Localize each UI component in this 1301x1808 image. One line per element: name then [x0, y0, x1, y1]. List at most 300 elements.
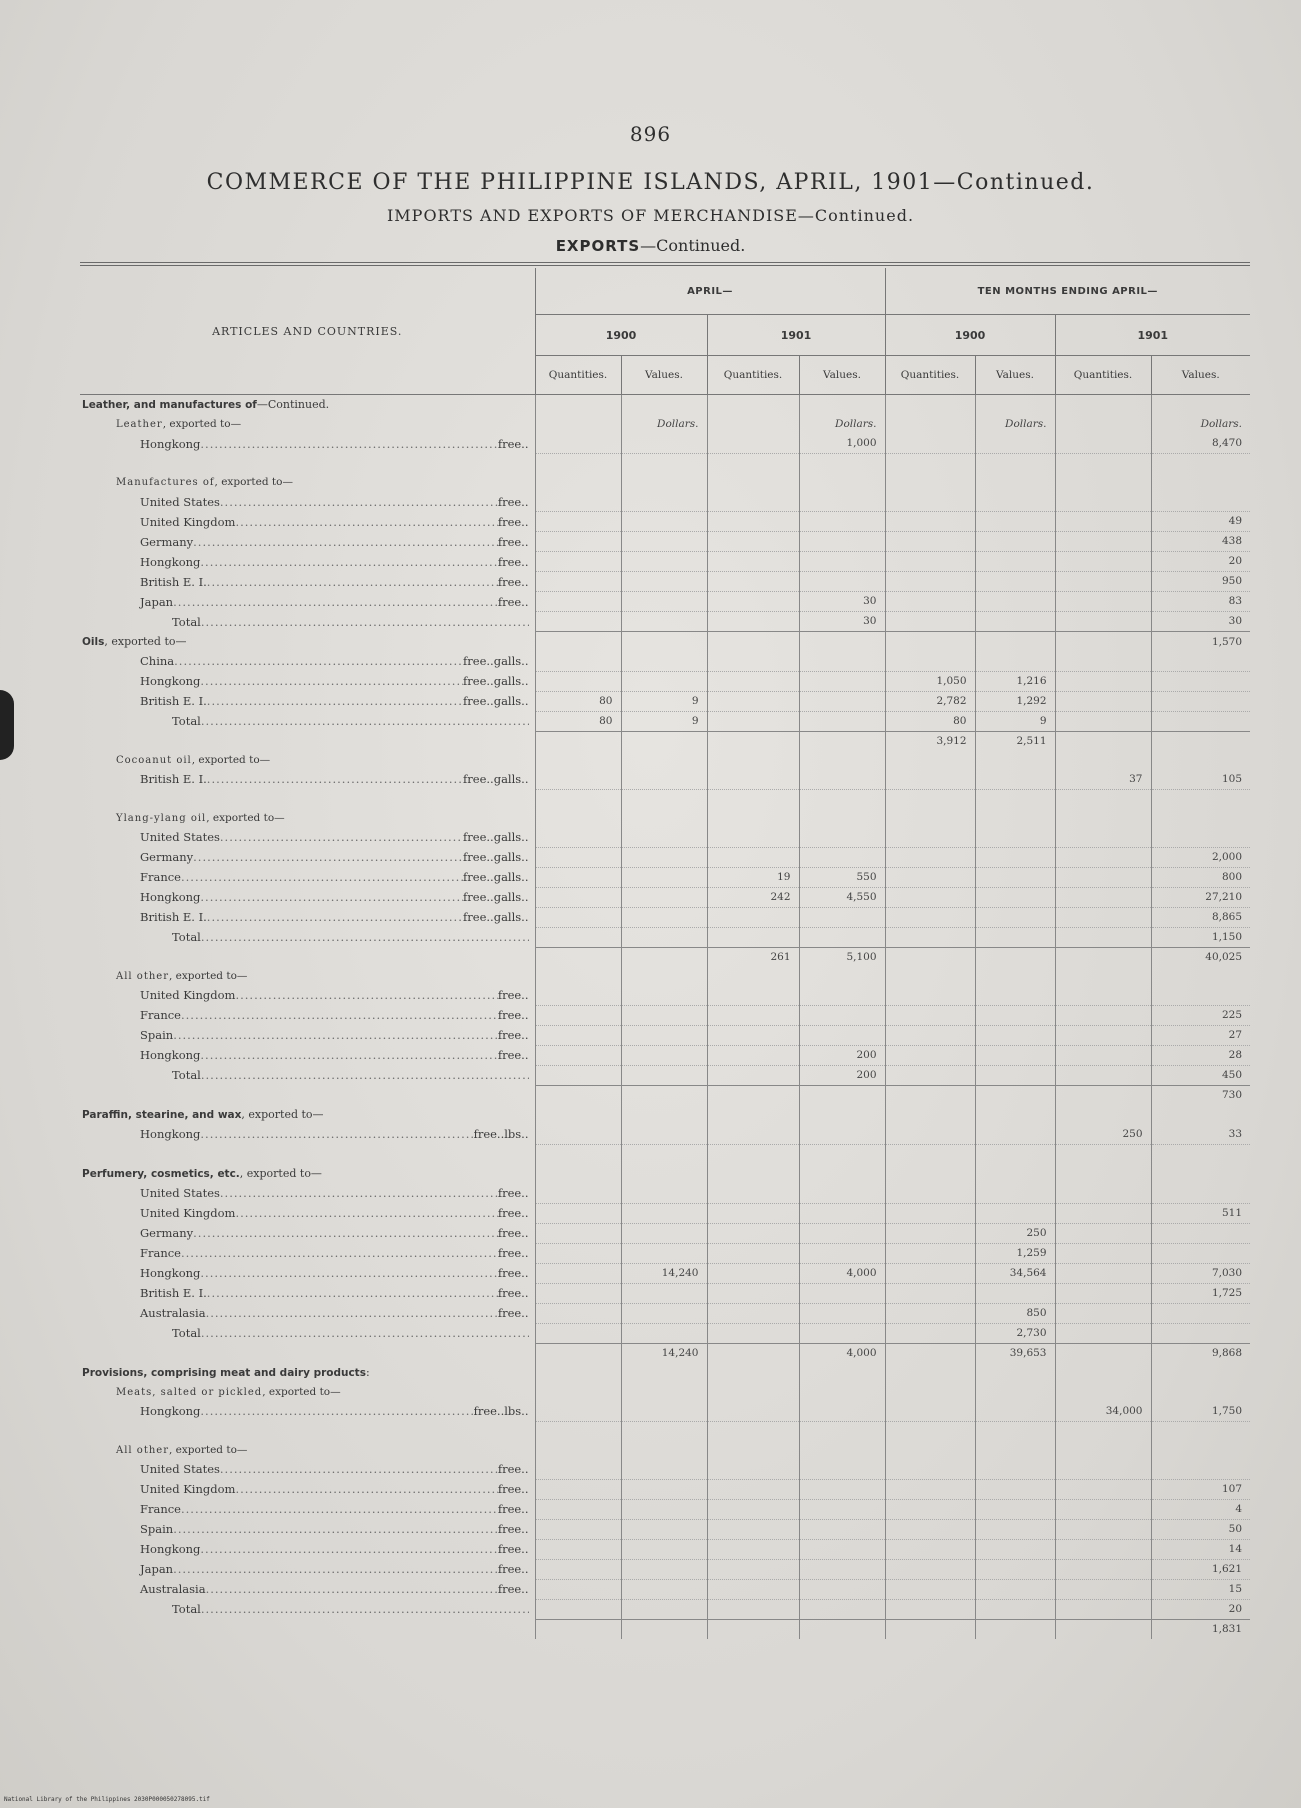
table-row — [80, 1343, 1250, 1363]
value-cell — [621, 789, 707, 809]
value-cell — [1151, 1243, 1250, 1263]
article-cell — [80, 572, 535, 592]
quantity-cell — [885, 1005, 975, 1025]
quantity-cell — [535, 632, 621, 652]
quantity-cell — [1055, 512, 1151, 532]
value-cell — [621, 552, 707, 572]
value-cell — [975, 1045, 1055, 1065]
value-cell: 1,292 — [975, 691, 1055, 711]
value-cell — [621, 1065, 707, 1085]
quantity-cell — [885, 1599, 975, 1619]
quantity-cell — [1055, 1045, 1151, 1065]
value-cell: 9,868 — [1151, 1343, 1250, 1363]
quantity-cell — [1055, 671, 1151, 691]
quantity-cell — [885, 809, 975, 828]
article-cell — [80, 415, 535, 434]
value-cell — [799, 847, 885, 867]
duty-unit-label: free.. — [497, 436, 529, 451]
article-cell — [80, 532, 535, 552]
value-cell — [975, 1363, 1055, 1383]
duty-unit-label: free.. — [497, 1286, 529, 1300]
duty-unit-label: free.. — [497, 988, 529, 1002]
quantity-cell — [1055, 1441, 1151, 1460]
country-label: France — [140, 1502, 181, 1516]
article-cell — [80, 1105, 535, 1125]
value-cell — [621, 751, 707, 770]
country-label: British E. I. — [140, 1286, 207, 1300]
article-cell — [80, 1164, 535, 1184]
value-cell — [799, 967, 885, 986]
article-cell — [80, 751, 535, 770]
table-row — [80, 1619, 1250, 1639]
value-cell — [975, 1479, 1055, 1499]
article-cell — [80, 986, 535, 1006]
april-1901-header: 1901 — [707, 315, 885, 356]
value-cell — [799, 789, 885, 809]
value-cell — [799, 1105, 885, 1125]
value-cell — [621, 887, 707, 907]
quantity-cell — [885, 572, 975, 592]
value-cell — [975, 532, 1055, 552]
quantity-cell — [707, 1559, 799, 1579]
leader-dots — [235, 1480, 497, 1499]
value-cell — [1151, 691, 1250, 711]
label-continuation: , exported to— — [162, 418, 242, 430]
quantity-cell — [707, 1499, 799, 1519]
quantity-cell — [535, 947, 621, 967]
quantity-cell — [1055, 1599, 1151, 1619]
quantity-cell — [1055, 473, 1151, 492]
article-cell — [80, 927, 535, 947]
value-cell — [975, 1402, 1055, 1422]
quantity-cell — [707, 434, 799, 454]
quantity-cell — [707, 731, 799, 751]
country-label: Hongkong — [140, 436, 201, 451]
quantity-cell — [535, 592, 621, 612]
leader-dots — [181, 1244, 498, 1263]
quantity-cell — [707, 492, 799, 512]
quantity-cell — [707, 415, 799, 434]
country-label: United States — [140, 1462, 220, 1476]
quantity-cell — [885, 1460, 975, 1480]
table-row — [80, 1363, 1250, 1383]
value-cell — [621, 1599, 707, 1619]
table-row — [80, 652, 1250, 672]
quantity-cell — [1055, 1223, 1151, 1243]
leader-dots — [201, 613, 529, 632]
quantity-cell — [885, 1421, 975, 1441]
value-cell — [799, 1223, 885, 1243]
article-cell — [80, 1065, 535, 1085]
table-row — [80, 1383, 1250, 1402]
quantity-cell — [1055, 1619, 1151, 1639]
country-label: United States — [140, 494, 220, 509]
subsection-label: All other — [116, 1444, 169, 1456]
duty-unit-label: free..galls.. — [463, 674, 529, 688]
value-cell: 200 — [799, 1065, 885, 1085]
table-row — [80, 1402, 1250, 1422]
value-cell: 9 — [621, 711, 707, 731]
value-cell: 40,025 — [1151, 947, 1250, 967]
quantity-cell — [535, 1579, 621, 1599]
quantity-cell — [707, 552, 799, 572]
quantity-cell — [535, 512, 621, 532]
value-cell: 1,259 — [975, 1243, 1055, 1263]
value-cell: 1,570 — [1151, 632, 1250, 652]
value-cell: 550 — [799, 867, 885, 887]
country-label: British E. I. — [140, 910, 207, 924]
quantity-cell — [535, 1263, 621, 1283]
leader-dots — [220, 1460, 498, 1479]
quantity-cell — [707, 967, 799, 986]
quantity-cell — [707, 770, 799, 790]
article-cell — [80, 967, 535, 986]
duty-unit-label: free.. — [497, 1502, 529, 1516]
quantity-cell — [535, 1363, 621, 1383]
value-cell — [975, 1619, 1055, 1639]
value-cell: 20 — [1151, 552, 1250, 572]
duty-unit-label: free.. — [497, 1306, 529, 1320]
quantity-cell — [535, 1184, 621, 1204]
article-cell — [80, 1343, 535, 1363]
country-label: Germany — [140, 1226, 194, 1240]
quantity-cell — [1055, 809, 1151, 828]
quantity-cell — [535, 1559, 621, 1579]
quantity-cell — [535, 770, 621, 790]
total-label: Total — [172, 1602, 201, 1616]
table-row — [80, 1164, 1250, 1184]
duty-unit-label: free..galls.. — [463, 694, 529, 708]
value-cell — [1151, 652, 1250, 672]
table-row — [80, 1519, 1250, 1539]
value-cell: 27,210 — [1151, 887, 1250, 907]
duty-unit-label: free.. — [497, 1246, 529, 1260]
table-row — [80, 1283, 1250, 1303]
value-cell — [975, 395, 1055, 416]
quantity-cell — [1055, 1263, 1151, 1283]
value-cell: 4,000 — [799, 1263, 885, 1283]
value-cell: 27 — [1151, 1025, 1250, 1045]
value-cell: 9 — [975, 711, 1055, 731]
value-cell — [799, 1559, 885, 1579]
country-label: Hongkong — [140, 1404, 201, 1418]
value-cell — [1151, 1223, 1250, 1243]
scan-smudge — [0, 690, 14, 760]
quantity-cell — [707, 927, 799, 947]
quantity-cell — [707, 1065, 799, 1085]
quantity-cell — [1055, 691, 1151, 711]
duty-unit-label: free.. — [497, 1266, 529, 1280]
quantity-cell — [1055, 415, 1151, 434]
table-row — [80, 532, 1250, 552]
value-cell — [975, 986, 1055, 1006]
value-cell — [975, 512, 1055, 532]
quantity-cell — [535, 612, 621, 632]
duty-unit-label: free.. — [497, 1582, 529, 1596]
value-cell: 4 — [1151, 1499, 1250, 1519]
value-cell — [975, 473, 1055, 492]
quantity-cell — [535, 1164, 621, 1184]
value-cell — [621, 1460, 707, 1480]
quantity-cell — [535, 967, 621, 986]
country-label: Spain — [140, 1522, 174, 1536]
value-cell — [975, 1065, 1055, 1085]
quantity-cell — [535, 1303, 621, 1323]
quantity-cell — [707, 632, 799, 652]
value-cell — [621, 1421, 707, 1441]
table-row — [80, 1579, 1250, 1599]
table-row — [80, 1065, 1250, 1085]
quantity-cell — [535, 552, 621, 572]
quantity-cell — [1055, 652, 1151, 672]
section-heading-rest: —Continued. — [640, 236, 746, 255]
article-cell — [80, 434, 535, 454]
label-continuation: , exported to— — [191, 753, 271, 766]
value-cell — [621, 907, 707, 927]
quantity-cell — [885, 967, 975, 986]
value-cell — [799, 1164, 885, 1184]
quantity-cell — [535, 492, 621, 512]
quantity-cell — [885, 770, 975, 790]
value-cell — [1151, 1421, 1250, 1441]
leader-dots — [201, 1600, 529, 1619]
value-cell — [621, 612, 707, 632]
table-row — [80, 1441, 1250, 1460]
value-cell — [621, 867, 707, 887]
quantity-cell — [707, 1441, 799, 1460]
leader-dots — [181, 868, 463, 887]
quantity-cell — [885, 927, 975, 947]
country-label: Hongkong — [140, 1127, 201, 1141]
ten-months-header: TEN MONTHS ENDING APRIL— — [885, 268, 1250, 315]
table-row — [80, 1559, 1250, 1579]
article-cell — [80, 1005, 535, 1025]
country-label: Japan — [140, 594, 174, 609]
articles-header: ARTICLES AND COUNTRIES. — [80, 268, 535, 395]
value-cell — [799, 1619, 885, 1639]
value-cell — [799, 395, 885, 416]
article-cell — [80, 1579, 535, 1599]
value-cell — [975, 867, 1055, 887]
quantity-cell — [707, 907, 799, 927]
table-row — [80, 711, 1250, 731]
value-cell — [621, 532, 707, 552]
table-row — [80, 454, 1250, 474]
table-row — [80, 731, 1250, 751]
table-row — [80, 907, 1250, 927]
label-continuation: , exported to— — [104, 634, 187, 648]
value-cell — [799, 711, 885, 731]
leader-dots — [235, 513, 497, 532]
quantity-cell — [885, 492, 975, 512]
value-cell: 4,550 — [799, 887, 885, 907]
value-cell — [621, 1164, 707, 1184]
value-cell — [621, 1479, 707, 1499]
duty-unit-label: free.. — [497, 1226, 529, 1240]
value-cell — [621, 847, 707, 867]
quantity-cell — [535, 415, 621, 434]
value-cell — [621, 731, 707, 751]
article-cell — [80, 652, 535, 672]
quantity-cell — [1055, 867, 1151, 887]
value-cell — [799, 492, 885, 512]
quantities-header: Quantities. — [1055, 356, 1151, 395]
value-cell — [621, 395, 707, 416]
country-label: France — [140, 1008, 181, 1022]
value-cell — [975, 1559, 1055, 1579]
country-label: Germany — [140, 534, 194, 549]
article-cell — [80, 1085, 535, 1105]
article-cell — [80, 947, 535, 967]
value-cell — [621, 1363, 707, 1383]
quantity-cell — [885, 907, 975, 927]
article-cell — [80, 1184, 535, 1204]
value-cell — [621, 1539, 707, 1559]
quantity-cell — [885, 1085, 975, 1105]
quantity-cell: 250 — [1055, 1125, 1151, 1145]
quantity-cell — [1055, 395, 1151, 416]
table-row — [80, 1045, 1250, 1065]
table-row — [80, 986, 1250, 1006]
quantity-cell — [707, 512, 799, 532]
quantity-cell — [885, 1203, 975, 1223]
value-cell: 1,621 — [1151, 1559, 1250, 1579]
value-cell — [799, 1402, 885, 1422]
quantity-cell — [885, 887, 975, 907]
quantity-cell — [885, 512, 975, 532]
value-cell — [621, 473, 707, 492]
article-cell — [80, 454, 535, 474]
value-cell — [621, 1283, 707, 1303]
quantity-cell — [535, 1105, 621, 1125]
leader-dots — [207, 692, 463, 711]
quantity-cell — [707, 1402, 799, 1422]
table-row — [80, 847, 1250, 867]
table-row — [80, 809, 1250, 828]
article-cell — [80, 1303, 535, 1323]
quantity-cell — [707, 1519, 799, 1539]
leader-dots — [201, 712, 529, 731]
quantity-cell — [535, 1539, 621, 1559]
value-cell: 1,000 — [799, 434, 885, 454]
label-continuation: —Continued. — [256, 398, 330, 411]
value-cell — [799, 1519, 885, 1539]
quantity-cell — [885, 1499, 975, 1519]
value-cell — [975, 1460, 1055, 1480]
value-cell — [621, 592, 707, 612]
table-row — [80, 473, 1250, 492]
quantity-cell — [535, 1005, 621, 1025]
quantity-cell — [707, 1479, 799, 1499]
quantity-cell — [535, 434, 621, 454]
april-header: APRIL— — [535, 268, 885, 315]
value-cell — [975, 907, 1055, 927]
value-cell: 1,150 — [1151, 927, 1250, 947]
quantity-cell — [1055, 592, 1151, 612]
value-cell — [1151, 789, 1250, 809]
value-cell — [799, 1025, 885, 1045]
top-rule — [80, 262, 1250, 263]
quantity-cell — [535, 532, 621, 552]
value-cell — [621, 986, 707, 1006]
value-cell — [799, 809, 885, 828]
table-row — [80, 927, 1250, 947]
value-cell — [975, 1005, 1055, 1025]
value-cell: 8,865 — [1151, 907, 1250, 927]
value-cell — [799, 552, 885, 572]
value-cell — [621, 1579, 707, 1599]
value-cell: 7,030 — [1151, 1263, 1250, 1283]
value-cell — [799, 652, 885, 672]
value-cell — [975, 1579, 1055, 1599]
duty-unit-label: free.. — [497, 574, 529, 589]
quantity-cell — [535, 731, 621, 751]
quantity-cell — [1055, 1203, 1151, 1223]
quantity-cell — [707, 1184, 799, 1204]
quantity-cell — [885, 1263, 975, 1283]
leader-dots — [200, 435, 497, 454]
value-cell — [799, 828, 885, 848]
quantity-cell — [1055, 1559, 1151, 1579]
value-cell: 450 — [1151, 1065, 1250, 1085]
quantity-cell — [707, 1383, 799, 1402]
value-cell: 1,831 — [1151, 1619, 1250, 1639]
duty-unit-label: free.. — [497, 1482, 529, 1496]
value-cell: 1,216 — [975, 671, 1055, 691]
quantity-cell — [535, 1619, 621, 1639]
value-cell — [621, 1105, 707, 1125]
value-cell — [621, 1402, 707, 1422]
ten-months-1901-header: 1901 — [1055, 315, 1250, 356]
value-cell — [975, 572, 1055, 592]
quantity-cell — [707, 1203, 799, 1223]
total-label: Total — [172, 930, 201, 944]
quantity-cell — [1055, 789, 1151, 809]
value-cell — [1151, 473, 1250, 492]
value-cell: 30 — [799, 612, 885, 632]
section-label: Provisions, comprising meat and dairy products — [82, 1366, 366, 1379]
value-cell — [975, 789, 1055, 809]
value-cell — [1151, 967, 1250, 986]
label-continuation: : — [365, 1365, 370, 1379]
quantity-cell — [885, 1441, 975, 1460]
quantity-cell — [707, 828, 799, 848]
quantity-cell — [885, 473, 975, 492]
quantity-cell — [885, 592, 975, 612]
duty-unit-label: free..galls.. — [463, 654, 529, 668]
value-cell — [1151, 1303, 1250, 1323]
value-cell — [621, 512, 707, 532]
value-cell — [1151, 1363, 1250, 1383]
label-continuation: , exported to— — [239, 1166, 322, 1180]
article-cell — [80, 552, 535, 572]
article-cell — [80, 592, 535, 612]
value-cell: 225 — [1151, 1005, 1250, 1025]
quantity-cell — [707, 1105, 799, 1125]
leader-dots — [207, 1284, 498, 1303]
value-cell — [975, 927, 1055, 947]
value-cell — [621, 1499, 707, 1519]
leader-dots — [200, 1540, 497, 1559]
quantity-cell — [535, 1460, 621, 1480]
value-cell — [975, 828, 1055, 848]
value-cell — [1151, 1460, 1250, 1480]
article-cell — [80, 1559, 535, 1579]
quantity-cell — [707, 1323, 799, 1343]
quantity-cell — [707, 1619, 799, 1639]
quantity-cell — [885, 847, 975, 867]
subsection-label: Cocoanut oil — [116, 754, 192, 766]
